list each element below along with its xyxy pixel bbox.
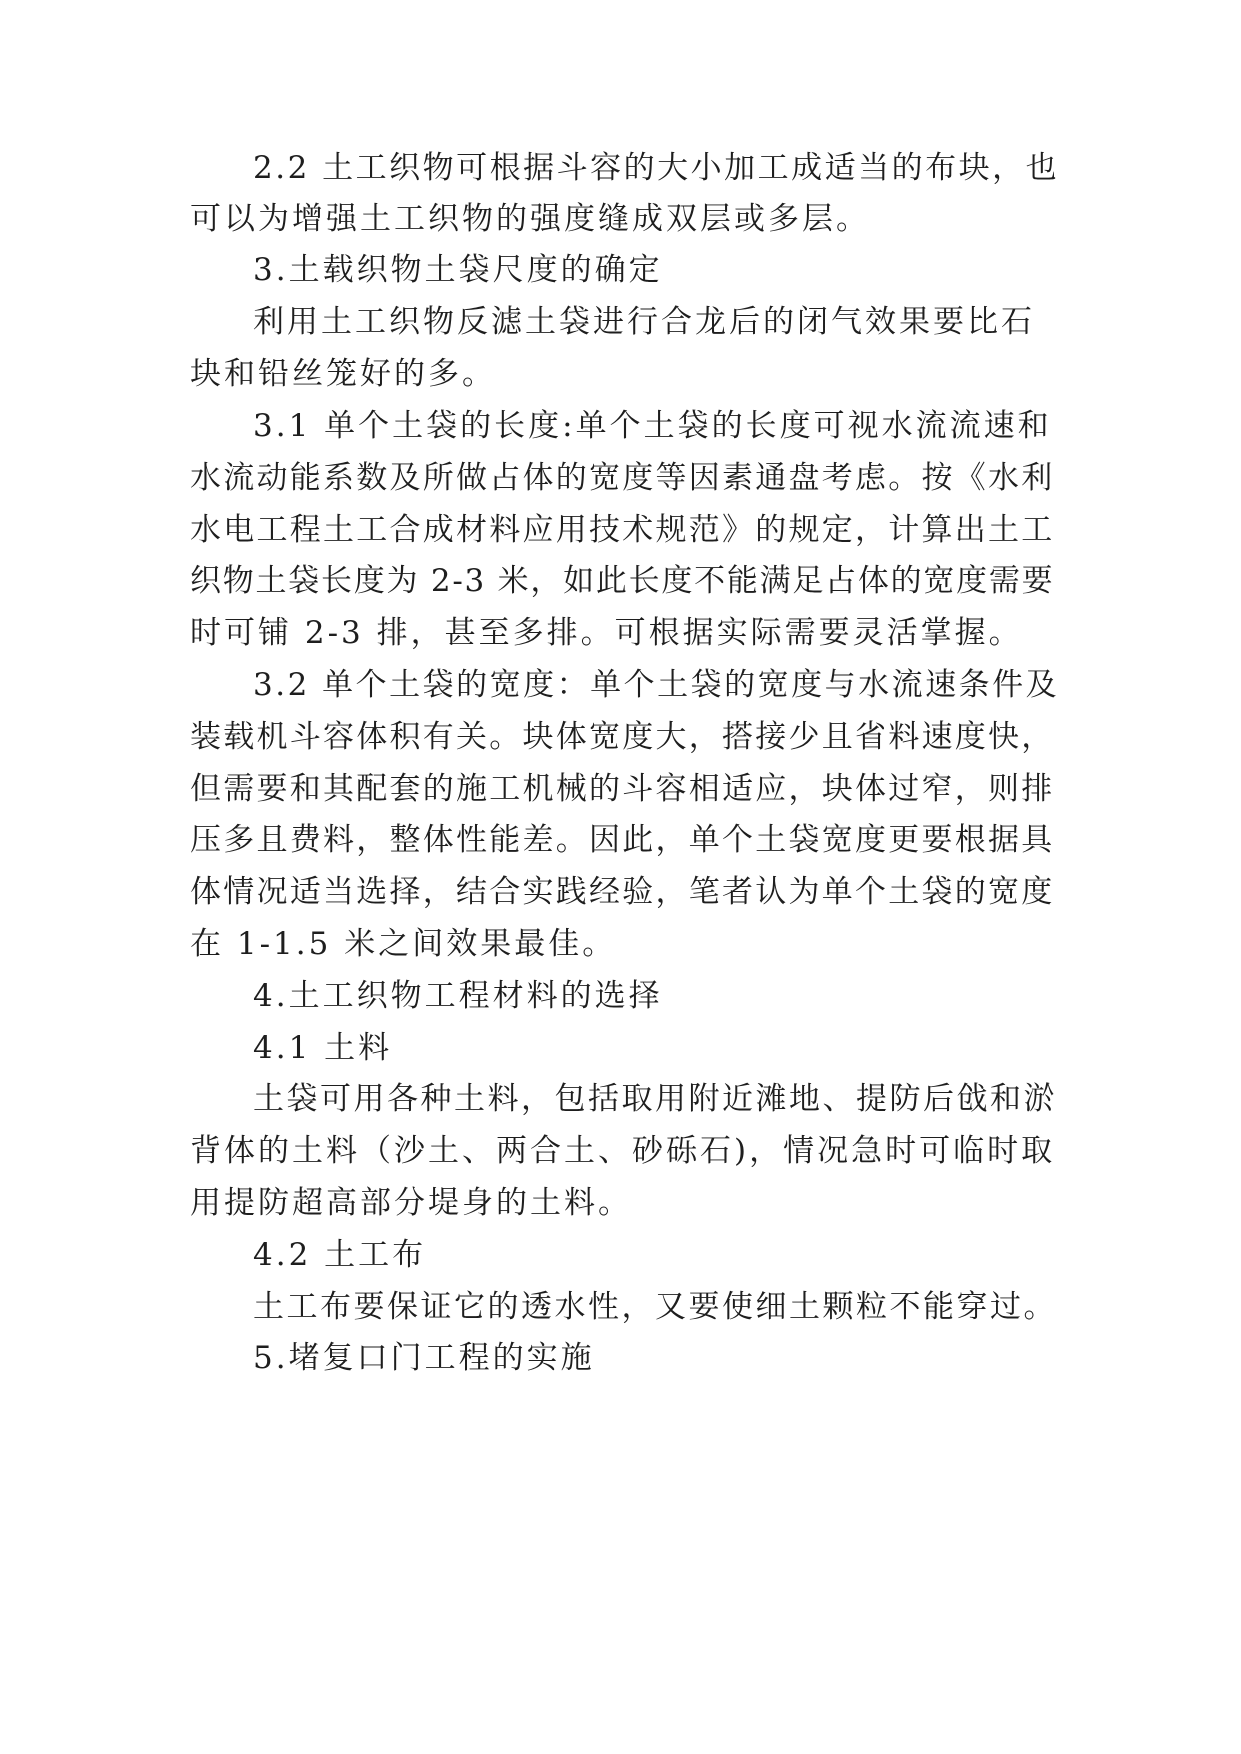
- text-line: 可以为增强土工织物的强度缝成双层或多层。: [190, 201, 870, 237]
- text-line: 用提防超高部分堤身的土料。: [190, 1185, 632, 1221]
- text-line: 3.2 单个土袋的宽度：单个土袋的宽度与水流速条件及: [253, 667, 1060, 703]
- section-heading: 3.土载织物土袋尺度的确定: [253, 252, 663, 288]
- text-line: 2.2 土工织物可根据斗容的大小加工成适当的布块，也: [253, 150, 1060, 186]
- text-line: 水流动能系数及所做占体的宽度等因素通盘考虑。按《水利: [190, 460, 1055, 496]
- text-line: 压多且费料，整体性能差。因此，单个土袋宽度更要根据具: [190, 822, 1055, 858]
- text-line: 在 1-1.5 米之间效果最佳。: [190, 926, 617, 962]
- text-line: 水电工程土工合成材料应用技术规范》的规定，计算出土工: [190, 512, 1055, 548]
- text-line: 时可铺 2-3 排，甚至多排。可根据实际需要灵活掌握。: [190, 615, 1023, 651]
- text-line: 织物土袋长度为 2-3 米，如此长度不能满足占体的宽度需要: [190, 563, 1055, 599]
- subsection-heading: 4.1 土料: [253, 1030, 393, 1066]
- text-line: 体情况适当选择，结合实践经验，笔者认为单个土袋的宽度: [190, 874, 1055, 910]
- text-line: 土袋可用各种土料，包括取用附近滩地、提防后戗和淤: [253, 1081, 1057, 1117]
- text-line: 利用土工织物反滤土袋进行合龙后的闭气效果要比石: [253, 304, 1035, 340]
- section-heading: 4.土工织物工程材料的选择: [253, 978, 663, 1014]
- subsection-heading: 4.2 土工布: [253, 1237, 427, 1273]
- text-line: 土工布要保证它的透水性，又要使细土颗粒不能穿过。: [253, 1289, 1057, 1325]
- text-line: 装载机斗容体积有关。块体宽度大，搭接少且省料速度快，: [190, 719, 1055, 755]
- text-line: 但需要和其配套的施工机械的斗容相适应，块体过窄，则排: [190, 771, 1055, 807]
- text-line: 背体的土料（沙土、两合土、砂砾石)，情况急时可临时取: [190, 1133, 1056, 1169]
- text-line: 3.1 单个土袋的长度:单个土袋的长度可视水流流速和: [253, 408, 1052, 444]
- text-line: 块和铅丝笼好的多。: [190, 356, 496, 392]
- section-heading: 5.堵复口门工程的实施: [253, 1340, 595, 1376]
